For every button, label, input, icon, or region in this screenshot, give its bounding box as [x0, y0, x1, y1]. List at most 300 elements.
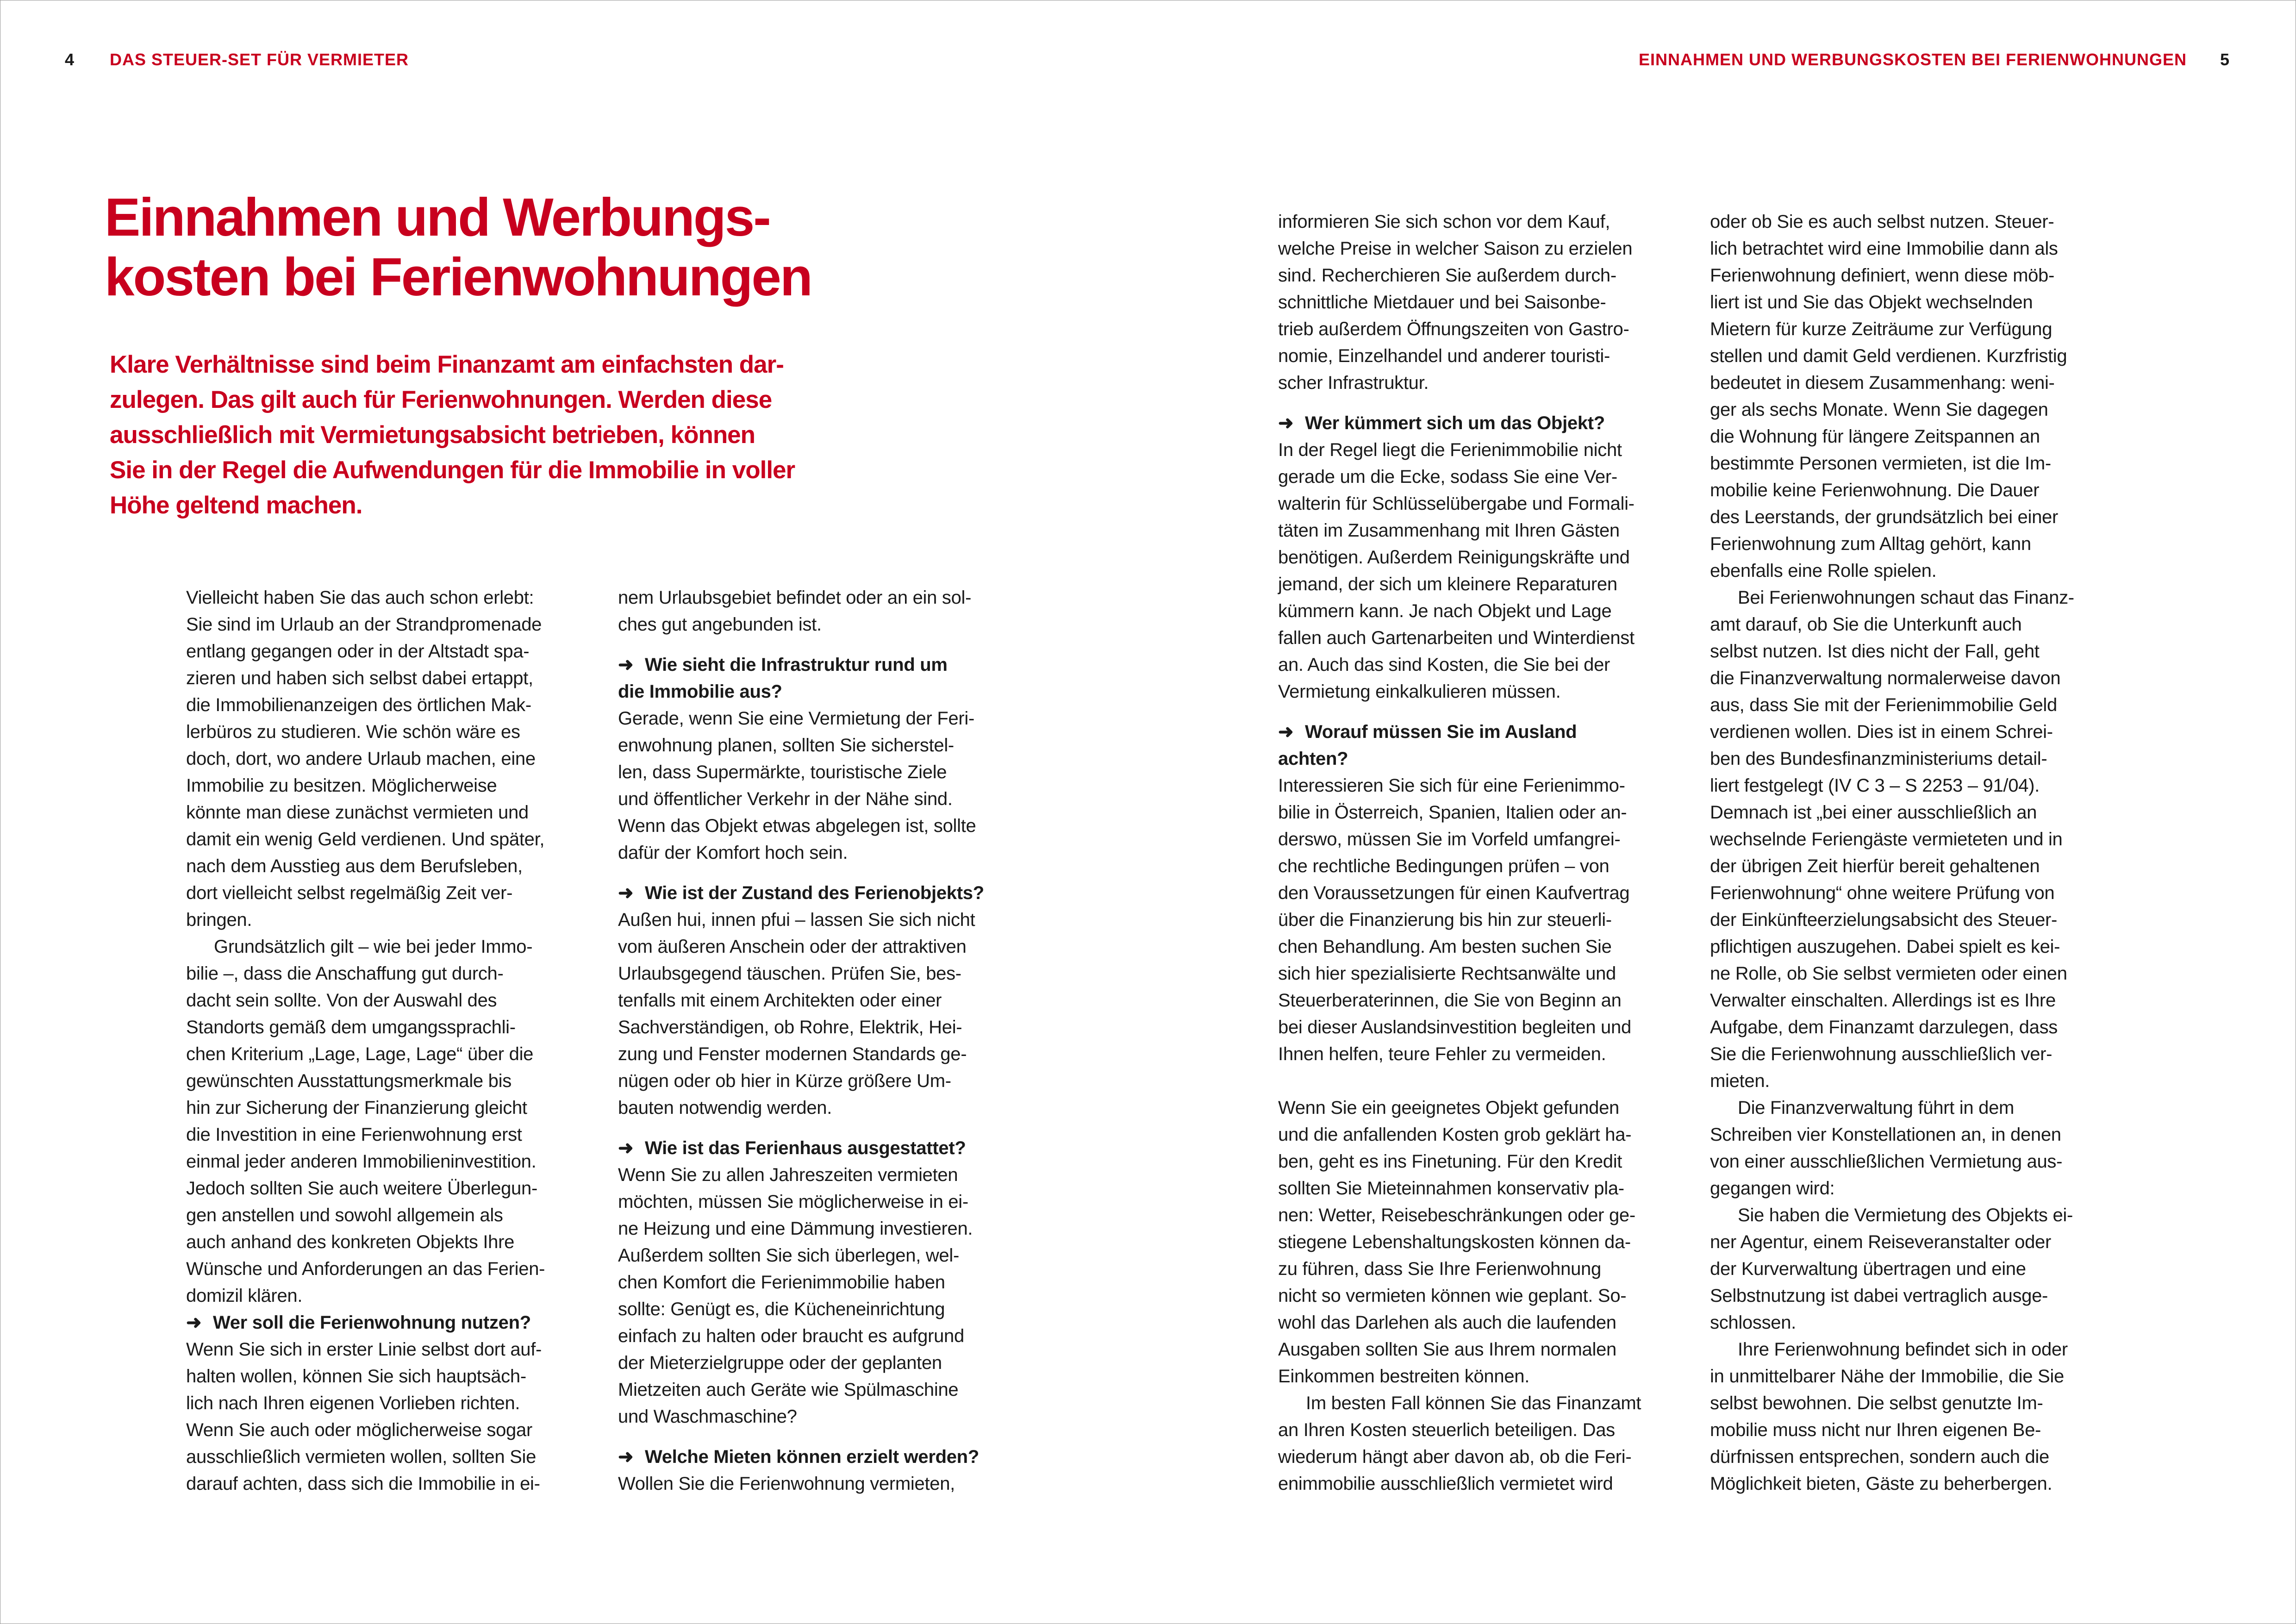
text-line	[1710, 262, 2113, 289]
line-text: schlossen.	[1710, 1312, 1796, 1333]
text-line	[1710, 1148, 2113, 1175]
line-text: die Immobilie aus?	[618, 681, 782, 702]
text-line	[186, 1202, 589, 1229]
line-text: Aufgabe, dem Finanzamt darzulegen, dass	[1710, 1017, 2058, 1037]
text-line	[618, 1162, 1021, 1188]
line-text: Wer kümmert sich um das Objekt?	[1305, 413, 1605, 433]
subheading	[186, 1309, 589, 1336]
text-line	[186, 745, 589, 772]
line-text: liert ist und Sie das Objekt wechselnden	[1710, 292, 2033, 312]
text-line	[1710, 343, 2113, 369]
line-text: sollte: Genügt es, die Kücheneinrichtung	[618, 1299, 945, 1319]
line-text: Außerdem sollten Sie sich überlegen, wel-	[618, 1245, 959, 1266]
line-text: Schreiben vier Konstellationen an, in denen	[1710, 1124, 2061, 1145]
line-text: Ausgaben sollten Sie aus Ihrem normalen	[1278, 1339, 1616, 1360]
line-text: enimmobilie ausschließlich vermietet wird	[1278, 1474, 1613, 1494]
text-line	[1278, 1255, 1681, 1282]
text-line	[1278, 1309, 1681, 1336]
text-line	[618, 1242, 1021, 1269]
line-text: nügen oder ob hier in Kürze größere Um-	[618, 1071, 951, 1091]
line-text: Ferienwohnung zum Alltag gehört, kann	[1710, 534, 2031, 554]
line-text: informieren Sie sich schon vor dem Kauf,	[1278, 212, 1610, 232]
line-text: Interessieren Sie sich für eine Ferienimmo-	[1278, 775, 1625, 796]
line-text: Wie ist das Ferienhaus ausgestattet?	[645, 1138, 966, 1158]
text-line	[618, 906, 1021, 933]
text-line	[186, 1041, 589, 1068]
lead-line: ausschließlich mit Vermietungsabsicht betrieben, können	[110, 421, 755, 449]
line-text: walterin für Schlüsselübergabe und Formali-	[1278, 493, 1635, 514]
text-line	[1710, 745, 2113, 772]
line-text: Die Finanzverwaltung führt in dem	[1738, 1098, 2015, 1118]
text-line	[1278, 517, 1681, 544]
line-text: Wenn Sie ein geeignetes Objekt gefunden	[1278, 1098, 1619, 1118]
line-text: Urlaubsgegend täuschen. Prüfen Sie, bes-	[618, 963, 961, 984]
paragraph-first-line	[186, 933, 589, 960]
text-line	[1278, 625, 1681, 651]
text-line	[186, 1229, 589, 1255]
line-text: Mietern für kurze Zeiträume zur Verfügung	[1710, 319, 2053, 339]
text-line	[1278, 1417, 1681, 1443]
text-line	[186, 611, 589, 638]
text-line	[186, 826, 589, 853]
line-text: über die Finanzierung bis hin zur steuerli-	[1278, 910, 1612, 930]
line-text: stiegene Lebenshaltungskosten können da-	[1278, 1232, 1631, 1252]
text-line	[1278, 437, 1681, 463]
line-text: Wer soll die Ferienwohnung nutzen?	[213, 1312, 531, 1333]
line-text: doch, dort, wo andere Urlaub machen, eine	[186, 749, 536, 769]
paragraph-first-line	[1710, 1336, 2113, 1363]
text-line	[1710, 1282, 2113, 1309]
line-text: in unmittelbarer Nähe der Immobilie, die Sie	[1710, 1366, 2064, 1387]
text-line	[1710, 289, 2113, 316]
text-line	[1278, 826, 1681, 853]
line-text: bauten notwendig werden.	[618, 1098, 832, 1118]
text-line	[1278, 490, 1681, 517]
line-text: gerade um die Ecke, sodass Sie eine Ver-	[1278, 467, 1617, 487]
line-text: lich betrachtet wird eine Immobilie dann als	[1710, 238, 2058, 259]
line-text: die Immobilienanzeigen des örtlichen Mak-	[186, 695, 531, 715]
text-line	[618, 1041, 1021, 1068]
text-line	[1710, 504, 2113, 531]
text-line	[1710, 316, 2113, 343]
text-line	[186, 692, 589, 718]
line-text: selbst bewohnen. Die selbst genutzte Im-	[1710, 1393, 2043, 1413]
text-line	[1278, 1282, 1681, 1309]
line-text: jemand, der sich um kleinere Reparaturen	[1278, 574, 1617, 594]
text-line	[186, 584, 589, 611]
text-line	[186, 718, 589, 745]
line-text: ben des Bundesfinanzministeriums detail-	[1710, 749, 2047, 769]
text-line	[1278, 463, 1681, 490]
text-line	[1278, 1202, 1681, 1229]
text-line	[1710, 638, 2113, 665]
line-text: Gerade, wenn Sie eine Vermietung der Feri-	[618, 708, 975, 729]
right-arrow-icon: ➜	[618, 1138, 634, 1158]
text-line	[1710, 987, 2113, 1014]
line-text: chen Kriterium „Lage, Lage, Lage“ über die	[186, 1044, 534, 1064]
text-line	[1710, 477, 2113, 504]
text-line	[1278, 343, 1681, 369]
line-text: lich nach Ihren eigenen Vorlieben richten.	[186, 1393, 520, 1413]
line-text: ner Agentur, einem Reiseveranstalter oder	[1710, 1232, 2052, 1252]
right-arrow-icon: ➜	[1278, 413, 1294, 433]
line-text: dort vielleicht selbst regelmäßig Zeit ver-	[186, 883, 513, 903]
line-text: oder ob Sie es auch selbst nutzen. Steuer-	[1710, 212, 2054, 232]
paragraph-first-line	[1278, 1390, 1681, 1417]
right-page-number: 5	[2220, 50, 2230, 69]
line-text: nach dem Ausstieg aus dem Berufsleben,	[186, 856, 523, 876]
line-text: aus, dass Sie mit der Ferienimmobilie Geld	[1710, 695, 2057, 715]
text-line	[186, 1068, 589, 1094]
text-line	[1710, 450, 2113, 477]
text-line	[1278, 651, 1681, 678]
text-line	[1710, 665, 2113, 692]
line-text: bei dieser Auslandsinvestition begleiten und	[1278, 1017, 1631, 1037]
line-text: schnittliche Mietdauer und bei Saisonbe-	[1278, 292, 1606, 312]
text-line	[1278, 1443, 1681, 1470]
line-text: Wollen Sie die Ferienwohnung vermieten,	[618, 1474, 955, 1494]
line-text: möchten, müssen Sie möglicherweise in ei-	[618, 1192, 968, 1212]
text-line	[1278, 208, 1681, 235]
paragraph-first-line	[1710, 1202, 2113, 1229]
text-line	[618, 812, 1021, 839]
text-line	[618, 960, 1021, 987]
text-line	[618, 1188, 1021, 1215]
line-text: Vielleicht haben Sie das auch schon erlebt:	[186, 587, 534, 608]
line-text: Einkommen bestreiten können.	[1278, 1366, 1530, 1387]
line-text: ne Heizung und eine Dämmung investieren.	[618, 1218, 973, 1239]
text-line	[1710, 772, 2113, 799]
text-line	[1710, 1121, 2113, 1148]
text-line	[186, 772, 589, 799]
text-line	[1710, 1363, 2113, 1390]
title-line: Einnahmen und Werbungs-	[105, 187, 770, 247]
text-line	[186, 1255, 589, 1282]
text-line	[186, 1175, 589, 1202]
text-line	[1278, 772, 1681, 799]
text-line	[1710, 799, 2113, 826]
line-text: ger als sechs Monate. Wenn Sie dagegen	[1710, 400, 2048, 420]
text-line	[1710, 1175, 2113, 1202]
lead-line: Klare Verhältnisse sind beim Finanzamt am einfachsten dar-	[110, 351, 784, 378]
line-text: hin zur Sicherung der Finanzierung gleicht	[186, 1098, 527, 1118]
text-line	[1278, 1470, 1681, 1497]
text-line	[186, 1094, 589, 1121]
line-text: mobilie keine Ferienwohnung. Die Dauer	[1710, 480, 2040, 500]
text-line	[618, 839, 1021, 866]
text-line	[1710, 1470, 2113, 1497]
line-text: fallen auch Gartenarbeiten und Winterdienst	[1278, 628, 1635, 648]
line-text: dafür der Komfort hoch sein.	[618, 843, 848, 863]
line-text: domizil klären.	[186, 1286, 303, 1306]
line-text: Im besten Fall können Sie das Finanzamt	[1306, 1393, 1641, 1413]
line-text: Grundsätzlich gilt – wie bei jeder Immo-	[214, 937, 533, 957]
line-text: ebenfalls eine Rolle spielen.	[1710, 561, 1937, 581]
line-text: nomie, Einzelhandel und anderer touristi-	[1278, 346, 1610, 366]
line-text: Verwalter einschalten. Allerdings ist es Ihre	[1710, 990, 2056, 1011]
paragraph-first-line	[1710, 1094, 2113, 1121]
text-line	[618, 1296, 1021, 1323]
line-text: könnte man diese zunächst vermieten und	[186, 802, 529, 823]
line-text: selbst nutzen. Ist dies nicht der Fall, geht	[1710, 641, 2040, 662]
title-line: kosten bei Ferienwohnungen	[105, 247, 811, 307]
line-text: enwohnung planen, sollten Sie sicherstel-	[618, 735, 954, 756]
text-line	[618, 584, 1021, 611]
line-text: Immobilie zu besitzen. Möglicherweise	[186, 775, 497, 796]
text-line	[1710, 1390, 2113, 1417]
line-text: len, dass Supermärkte, touristische Ziele	[618, 762, 947, 782]
subheading	[618, 880, 1021, 906]
line-text: wohl das Darlehen als auch die laufenden	[1278, 1312, 1616, 1333]
text-line	[1278, 880, 1681, 906]
text-line	[618, 1094, 1021, 1121]
line-text: täten im Zusammenhang mit Ihren Gästen	[1278, 520, 1620, 541]
text-line	[186, 960, 589, 987]
right-arrow-icon: ➜	[618, 1447, 634, 1467]
line-text: Wünsche und Anforderungen an das Ferien-	[186, 1259, 545, 1279]
line-text: Demnach ist „bei einer ausschließlich an	[1710, 802, 2037, 823]
line-text: lerbüros zu studieren. Wie schön wäre es	[186, 722, 520, 742]
line-text: auch anhand des konkreten Objekts Ihre	[186, 1232, 515, 1252]
line-text: Wenn das Objekt etwas abgelegen ist, sollte	[618, 816, 976, 836]
line-text: von einer ausschließlichen Vermietung aus-	[1710, 1151, 2063, 1172]
line-text: Wenn Sie sich in erster Linie selbst dort auf-	[186, 1339, 542, 1360]
lead-line: zulegen. Das gilt auch für Ferienwohnungen. Werden diese	[110, 386, 772, 413]
line-text: che rechtliche Bedingungen prüfen – von	[1278, 856, 1610, 876]
line-text: einmal jeder anderen Immobilieninvestition.	[186, 1151, 537, 1172]
line-text: Wie sieht die Infrastruktur rund um	[645, 655, 948, 675]
subheading-continued	[618, 678, 1021, 705]
text-line	[1710, 826, 2113, 853]
line-text: der übrigen Zeit hierfür bereit gehaltenen	[1710, 856, 2040, 876]
line-text: gewünschten Ausstattungsmerkmale bis	[186, 1071, 512, 1091]
text-line	[1710, 718, 2113, 745]
line-text: stellen und damit Geld verdienen. Kurzfristig	[1710, 346, 2067, 366]
line-text: bedeutet in diesem Zusammenhang: weni-	[1710, 373, 2055, 393]
line-text: liert festgelegt (IV C 3 – S 2253 – 91/04).	[1710, 775, 2040, 796]
line-text: Wenn Sie zu allen Jahreszeiten vermieten	[618, 1165, 958, 1185]
text-line	[186, 987, 589, 1014]
text-line	[618, 1376, 1021, 1403]
line-text: den Voraussetzungen für einen Kaufvertrag	[1278, 883, 1630, 903]
line-text: zieren und haben sich selbst dabei ertappt,	[186, 668, 533, 688]
text-line	[1278, 1014, 1681, 1041]
text-line	[1278, 1229, 1681, 1255]
line-text: benötigen. Außerdem Reinigungskräfte und	[1278, 547, 1630, 568]
line-text: achten?	[1278, 749, 1348, 769]
text-line	[618, 732, 1021, 759]
line-text: nicht so vermieten können wie geplant. So-	[1278, 1286, 1627, 1306]
text-line	[186, 1014, 589, 1041]
text-line	[1278, 1148, 1681, 1175]
text-line	[1278, 1175, 1681, 1202]
line-text: chen Komfort die Ferienimmobilie haben	[618, 1272, 945, 1293]
text-line	[1278, 1094, 1681, 1121]
line-text: Außen hui, innen pfui – lassen Sie sich nicht	[618, 910, 975, 930]
text-line	[186, 1470, 589, 1497]
line-text: mieten.	[1710, 1071, 1770, 1091]
line-text: Standorts gemäß dem umgangssprachli-	[186, 1017, 516, 1037]
line-text: gegangen wird:	[1710, 1178, 1835, 1199]
left-page-number: 4	[65, 50, 75, 69]
line-text: tenfalls mit einem Architekten oder einer	[618, 990, 942, 1011]
text-line	[186, 1363, 589, 1390]
subheading-continued	[1278, 745, 1681, 772]
text-line	[1710, 933, 2113, 960]
line-text: darauf achten, dass sich die Immobilie in ei-	[186, 1474, 540, 1494]
text-line	[1278, 235, 1681, 262]
text-line	[186, 906, 589, 933]
text-line	[1710, 853, 2113, 880]
line-text: und öffentlicher Verkehr in der Nähe sind.	[618, 789, 953, 809]
text-line	[618, 1014, 1021, 1041]
text-line	[1710, 1229, 2113, 1255]
line-text: bestimmte Personen vermieten, ist die Im-	[1710, 453, 2051, 474]
line-text: Sie sind im Urlaub an der Strandpromenade	[186, 614, 542, 635]
text-line	[1710, 396, 2113, 423]
line-text: bilie –, dass die Anschaffung gut durch-	[186, 963, 504, 984]
line-text: die Finanzverwaltung normalerweise davon	[1710, 668, 2061, 688]
lead-line: Sie in der Regel die Aufwendungen für die Immobilie in voller	[110, 456, 795, 484]
line-text: die Investition in eine Ferienwohnung erst	[186, 1124, 522, 1145]
lead-line: Höhe geltend machen.	[110, 492, 362, 519]
line-text: Sie haben die Vermietung des Objekts ei-	[1738, 1205, 2073, 1225]
line-text: vom äußeren Anschein oder der attraktiven	[618, 937, 967, 957]
right-arrow-icon: ➜	[186, 1312, 202, 1333]
line-text: sollten Sie Mieteinnahmen konservativ pla-	[1278, 1178, 1624, 1199]
subheading	[1278, 718, 1681, 745]
text-line	[1278, 1336, 1681, 1363]
text-line	[186, 1336, 589, 1363]
line-text: einfach zu halten oder braucht es aufgrund	[618, 1326, 964, 1346]
text-line	[1710, 531, 2113, 557]
line-text: Jedoch sollten Sie auch weitere Überlegun-	[186, 1178, 537, 1199]
text-line	[1710, 557, 2113, 584]
line-text: ches gut angebunden ist.	[618, 614, 822, 635]
right-arrow-icon: ➜	[618, 655, 634, 675]
subheading	[1278, 410, 1681, 437]
line-text: wiederum hängt aber davon ab, ob die Feri-	[1278, 1447, 1632, 1467]
line-text: In der Regel liegt die Ferienimmobilie nicht	[1278, 440, 1622, 460]
text-line	[1278, 316, 1681, 343]
text-line	[618, 786, 1021, 812]
text-line	[1278, 933, 1681, 960]
text-line	[1710, 1443, 2113, 1470]
line-text: Steuerberaterinnen, die Sie von Beginn an	[1278, 990, 1622, 1011]
line-text: ne Rolle, ob Sie selbst vermieten oder einen	[1710, 963, 2067, 984]
right-arrow-icon: ➜	[1278, 722, 1294, 742]
text-line	[618, 1215, 1021, 1242]
text-line	[186, 880, 589, 906]
text-line	[186, 1148, 589, 1175]
line-text: entlang gegangen oder in der Altstadt spa-	[186, 641, 530, 662]
text-line	[618, 759, 1021, 786]
line-text: bringen.	[186, 910, 252, 930]
line-text: Mietzeiten auch Geräte wie Spülmaschine	[618, 1380, 959, 1400]
line-text: ausschließlich vermieten wollen, sollten Sie	[186, 1447, 537, 1467]
line-text: nen: Wetter, Reisebeschränkungen oder ge-	[1278, 1205, 1635, 1225]
text-line	[1278, 960, 1681, 987]
text-line	[186, 638, 589, 665]
text-line	[1710, 880, 2113, 906]
text-line	[618, 1470, 1021, 1497]
text-line	[1278, 571, 1681, 598]
text-line	[186, 665, 589, 692]
text-line	[1710, 611, 2113, 638]
line-text: mobilie muss nicht nur Ihren eigenen Be-	[1710, 1420, 2041, 1440]
line-text: Sachverständigen, ob Rohre, Elektrik, Hei-	[618, 1017, 962, 1037]
text-line	[1278, 1041, 1681, 1068]
line-text: an Ihren Kosten steuerlich beteiligen. Das	[1278, 1420, 1615, 1440]
text-line	[186, 1121, 589, 1148]
line-text: Wie ist der Zustand des Ferienobjekts?	[645, 883, 984, 903]
line-text: die Wohnung für längere Zeitspannen an	[1710, 426, 2040, 447]
text-line	[1710, 692, 2113, 718]
line-text: kümmern kann. Je nach Objekt und Lage	[1278, 601, 1612, 621]
subheading	[618, 1443, 1021, 1470]
text-line	[1278, 678, 1681, 705]
text-line	[618, 1403, 1021, 1430]
line-text: zu führen, dass Sie Ihre Ferienwohnung	[1278, 1259, 1601, 1279]
line-text: halten wollen, können Sie sich hauptsäch-	[186, 1366, 526, 1387]
text-line	[1710, 906, 2113, 933]
line-text: wechselnde Feriengäste vermieteten und in	[1710, 829, 2063, 849]
line-text: Bei Ferienwohnungen schaut das Finanz-	[1738, 587, 2074, 608]
line-text: der Kurverwaltung übertragen und eine	[1710, 1259, 2026, 1279]
text-line	[618, 705, 1021, 732]
line-text: nem Urlaubsgebiet befindet oder an ein sol-	[618, 587, 972, 608]
lead-paragraph	[110, 347, 795, 523]
text-line	[186, 799, 589, 826]
text-line	[186, 1282, 589, 1309]
text-line	[618, 933, 1021, 960]
text-line	[186, 1390, 589, 1417]
line-text: scher Infrastruktur.	[1278, 373, 1429, 393]
text-line	[1710, 369, 2113, 396]
line-text: dürfnissen entsprechen, sondern auch die	[1710, 1447, 2049, 1467]
line-text: zung und Fenster modernen Standards ge-	[618, 1044, 967, 1064]
text-line	[618, 1068, 1021, 1094]
text-line	[618, 987, 1021, 1014]
text-line	[1278, 289, 1681, 316]
line-text: damit ein wenig Geld verdienen. Und später,	[186, 829, 545, 849]
line-text: pflichtigen auszugehen. Dabei spielt es kei-	[1710, 937, 2060, 957]
body-column-3	[1278, 208, 1681, 1497]
body-column-2	[618, 584, 1021, 1497]
text-line	[1278, 369, 1681, 396]
text-line	[1278, 1363, 1681, 1390]
text-line	[1278, 906, 1681, 933]
line-text: und die anfallenden Kosten grob geklärt ha-	[1278, 1124, 1632, 1145]
line-text: Worauf müssen Sie im Ausland	[1305, 722, 1577, 742]
line-text: ben, geht es ins Finetuning. Für den Kredit	[1278, 1151, 1622, 1172]
article-title	[105, 187, 811, 307]
line-text: Möglichkeit bieten, Gäste zu beherbergen.	[1710, 1474, 2053, 1494]
line-text: trieb außerdem Öffnungszeiten von Gastro-	[1278, 319, 1629, 339]
text-line	[1710, 1417, 2113, 1443]
right-arrow-icon: ➜	[618, 883, 634, 903]
text-line	[1710, 1309, 2113, 1336]
text-line	[1710, 1255, 2113, 1282]
text-line	[1278, 853, 1681, 880]
text-line	[1710, 1014, 2113, 1041]
line-text: und Waschmaschine?	[618, 1406, 797, 1427]
subheading	[618, 651, 1021, 678]
text-line	[618, 1269, 1021, 1296]
text-line	[1278, 799, 1681, 826]
line-text: derswo, müssen Sie im Vorfeld umfangrei-	[1278, 829, 1621, 849]
line-text: bilie in Österreich, Spanien, Italien oder an-	[1278, 802, 1627, 823]
